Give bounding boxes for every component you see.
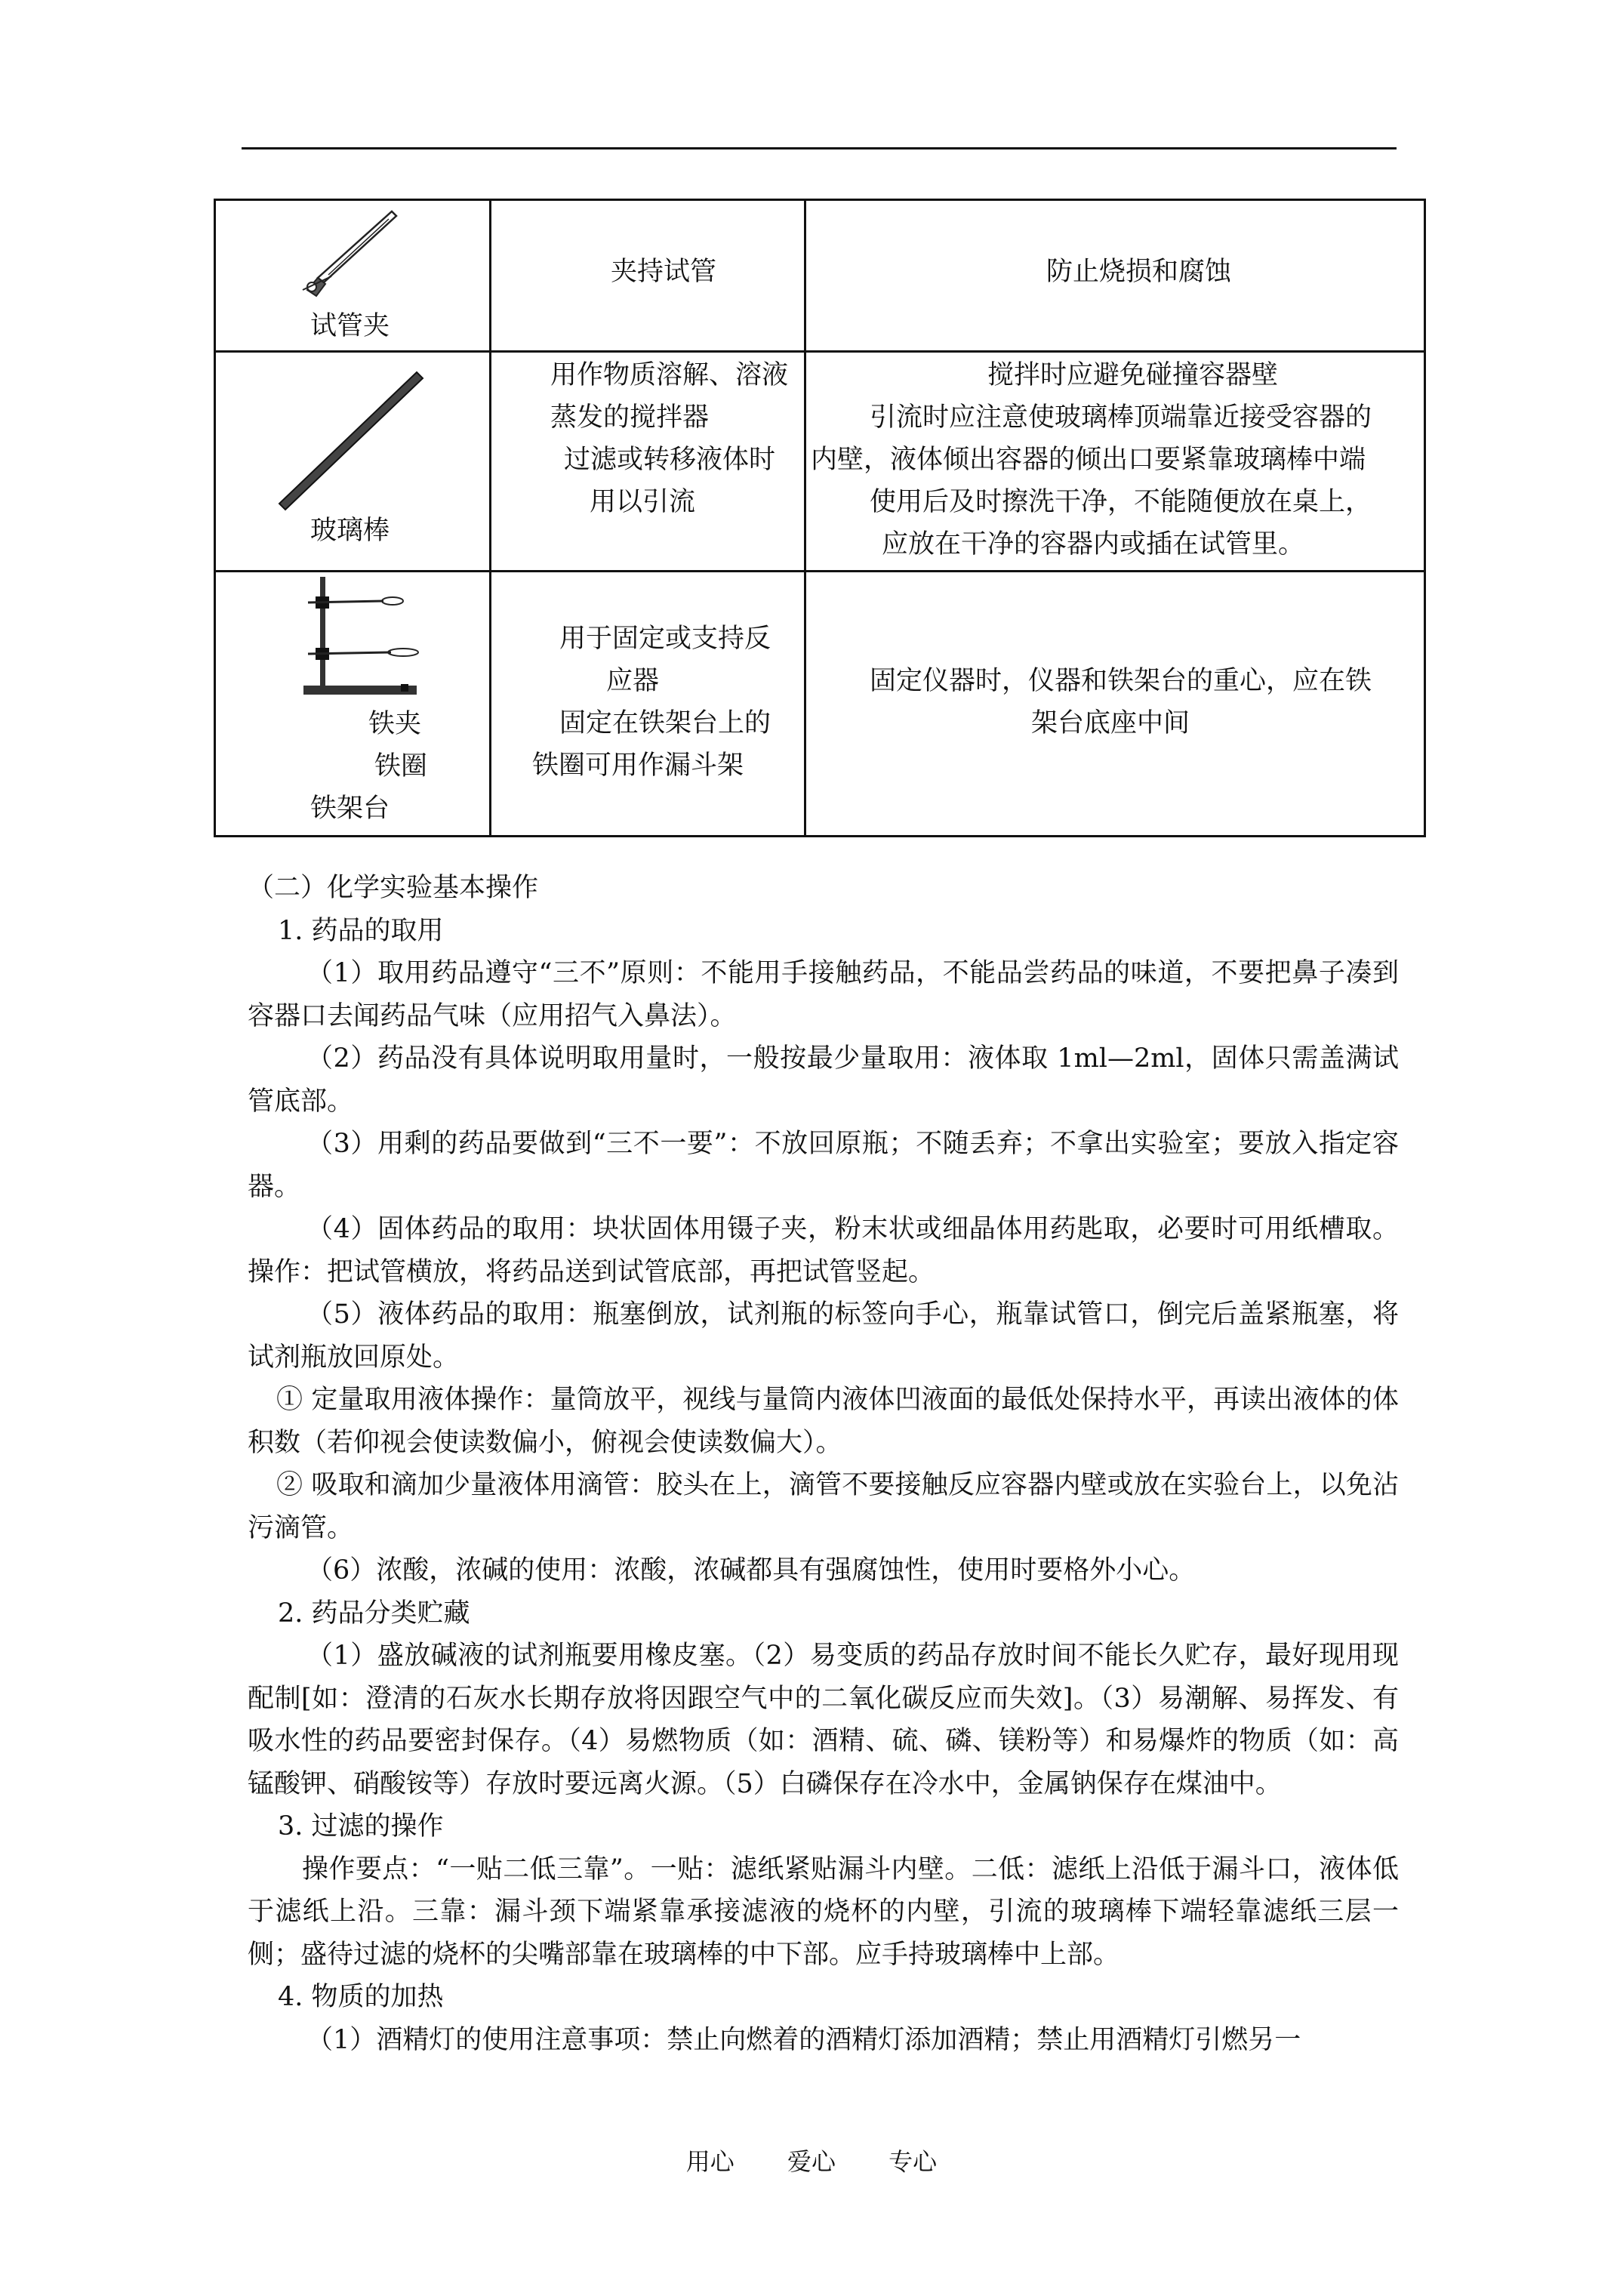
paragraph: （2）药品没有具体说明取用量时，一般按最少量取用：液体取 1ml—2ml，固体只需盖满试管底部。 xyxy=(248,1043,1399,1117)
note-line: 使用后及时擦洗干净，不能随便放在桌上， xyxy=(870,487,1372,517)
note-cell xyxy=(805,352,1425,572)
use-line: 应器 xyxy=(606,666,660,696)
use-cell xyxy=(491,572,805,837)
paragraph: （1）酒精灯的使用注意事项：禁止向燃着的酒精灯添加酒精；禁止用酒精灯引燃另一 xyxy=(306,2024,1301,2055)
use-line: 用于固定或支持反 xyxy=(559,624,771,654)
note-line: 固定仪器时，仪器和铁架台的重心，应在铁 xyxy=(870,666,1372,696)
subheading: 1. 药品的取用 xyxy=(278,915,444,946)
paragraph: （4）固体药品的取用：块状固体用镊子夹，粉末状或细晶体用药匙取，必要时可用纸槽取。操作：把试管横放，将药品送到试管底部，再把试管竖起。 xyxy=(248,1214,1399,1287)
apparatus-table xyxy=(214,199,1426,837)
section-heading: （二）化学实验基本操作 xyxy=(248,873,539,903)
apparatus-cell xyxy=(215,200,491,352)
note-line: 搅拌时应避免碰撞容器壁 xyxy=(987,360,1279,390)
paragraph: （1）盛放碱液的试剂瓶要用橡皮塞。（2）易变质的药品存放时间不能长久贮存，最好现用现配制[如：澄清的石灰水长期存放将因跟空气中的二氧化碳反应而失效]。（3）易潮解、易挥发、有吸水性的药品要密封保存。（4）易燃物质（如：酒精、硫、磷、镁粉等）和易爆炸的物质（如：高锰酸钾、硝酸铵等）存放时要远离火源。（5）白磷保存在冷水中，金属钠保存在煤油中。 xyxy=(248,1641,1399,1799)
note-line: 引流时应注意使玻璃棒顶端靠近接受容器的 xyxy=(870,402,1372,433)
paragraph: （1）取用药品遵守“三不”原则：不能用手接触药品，不能品尝药品的味道，不要把鼻子凑到容器口去闻药品气味（应用招气入鼻法）。 xyxy=(248,958,1399,1031)
table-row xyxy=(215,572,1425,837)
subheading: 2. 药品分类贮藏 xyxy=(278,1598,470,1629)
glass-rod-illustration xyxy=(275,369,426,513)
use-line: 用作物质溶解、溶液 xyxy=(550,360,789,390)
paragraph: （6）浓酸，浓碱的使用：浓酸，浓碱都具有强腐蚀性，使用时要格外小心。 xyxy=(306,1555,1196,1586)
note-cell xyxy=(805,200,1425,352)
paragraph: （3）用剩的药品要做到“三不一要”：不放回原瓶；不随丢弃；不拿出实验室；要放入指定容器。 xyxy=(248,1129,1399,1202)
note-line: 内壁，液体倾出容器的倾出口要紧靠玻璃棒中端 xyxy=(811,445,1366,475)
footer-text: 用心 xyxy=(685,2147,735,2176)
use-line: 用以引流 xyxy=(590,487,696,517)
use-line: 铁圈可用作漏斗架 xyxy=(532,750,744,781)
subheading: 3. 过滤的操作 xyxy=(278,1811,444,1841)
note-line: 防止烧损和腐蚀 xyxy=(1046,257,1232,287)
apparatus-name: 铁夹 xyxy=(368,709,422,739)
paragraph: 操作要点：“一贴二低三靠”。一贴：滤纸紧贴漏斗内壁。二低：滤纸上沿低于漏斗口，液体低于滤纸上沿。三靠：漏斗颈下端紧靠承接滤液的烧杯的内壁，引流的玻璃棒下端轻靠滤纸三层一侧；盛待过滤的烧杯的尖嘴部靠在玻璃棒的中下部。应手持玻璃棒中上部。 xyxy=(248,1854,1399,1970)
footer-text: 专心 xyxy=(888,2147,938,2176)
paragraph: （5）液体药品的取用：瓶塞倒放，试剂瓶的标签向手心，瓶靠试管口，倒完后盖紧瓶塞，将试剂瓶放回原处。 xyxy=(248,1299,1399,1373)
note-line: 应放在干净的容器内或插在试管里。 xyxy=(882,529,1305,559)
apparatus-cell xyxy=(215,352,491,572)
use-line: 蒸发的搅拌器 xyxy=(550,402,710,433)
apparatus-name: 试管夹 xyxy=(310,311,390,341)
apparatus-name: 铁架台 xyxy=(310,794,390,824)
use-cell xyxy=(491,200,805,352)
use-line: 夹持试管 xyxy=(611,257,717,287)
apparatus-name: 玻璃棒 xyxy=(310,516,390,546)
table-row xyxy=(215,352,1425,572)
table-row xyxy=(215,200,1425,352)
apparatus-name: 铁圈 xyxy=(374,751,428,781)
subheading: 4. 物质的加热 xyxy=(278,1982,444,2012)
header-rule xyxy=(242,147,1397,149)
paragraph: ① 定量取用液体操作：量筒放平，视线与量筒内液体凹液面的最低处保持水平，再读出液体的体积数（若仰视会使读数偏小，俯视会使读数偏大）。 xyxy=(248,1385,1399,1458)
note-cell xyxy=(805,572,1425,837)
page-footer xyxy=(0,2143,1623,2177)
test-tube-clamp-illustration xyxy=(295,208,401,299)
paragraph: ② 吸取和滴加少量液体用滴管：胶头在上，滴管不要接触反应容器内壁或放在实验台上，以免沾污滴管。 xyxy=(248,1470,1399,1543)
use-line: 固定在铁架台上的 xyxy=(559,708,771,738)
use-line: 过滤或转移液体时 xyxy=(564,445,776,475)
note-line: 架台底座中间 xyxy=(1031,708,1190,738)
use-cell xyxy=(491,352,805,572)
apparatus-cell xyxy=(215,572,491,837)
body-text xyxy=(248,867,1399,2061)
footer-text: 爱心 xyxy=(787,2147,836,2176)
iron-stand-illustration xyxy=(300,574,433,702)
